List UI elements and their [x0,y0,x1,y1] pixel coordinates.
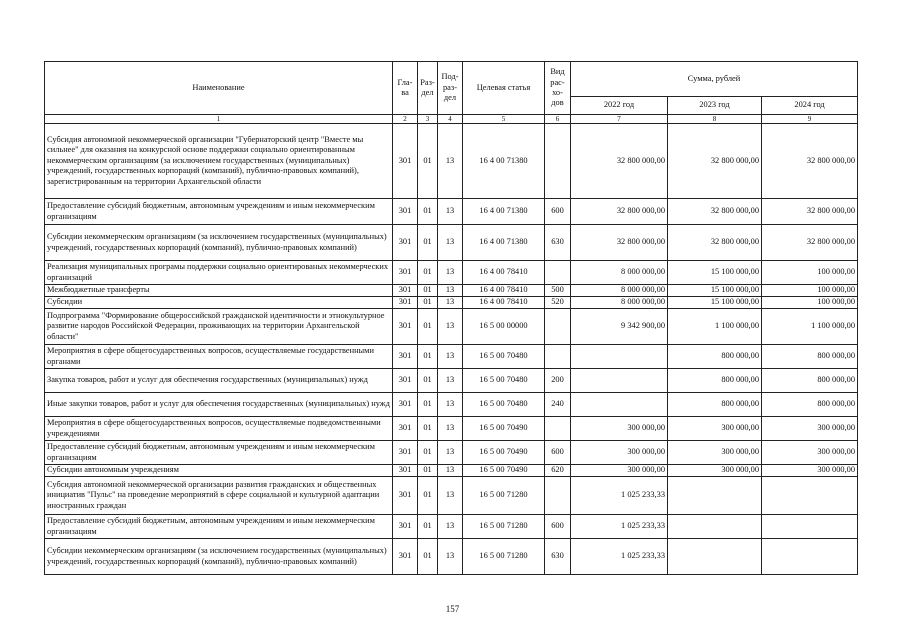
row-vid: 600 [545,199,571,225]
row-sum-2023: 300 000,00 [668,441,762,465]
column-number: 3 [418,115,438,124]
row-vid: 630 [545,539,571,575]
row-target: 16 4 00 71380 [463,225,545,261]
table-row [45,477,858,515]
header-name: Наименование [45,62,393,115]
row-glava: 301 [393,393,418,417]
row-glava: 301 [393,369,418,393]
row-vid: 600 [545,515,571,539]
row-vid: 500 [545,285,571,297]
row-sum-2023: 800 000,00 [668,393,762,417]
row-sum-2023: 15 100 000,00 [668,285,762,297]
row-name: Иные закупки товаров, работ и услуг для обеспечения государственных (муниципальных) нужд [45,393,393,417]
row-sum-2022: 32 800 000,00 [571,225,668,261]
header-podrazdel: Под-раз-дел [438,62,463,115]
table-row [45,345,858,369]
row-glava: 301 [393,285,418,297]
row-sum-2022: 300 000,00 [571,441,668,465]
row-podrazdel: 13 [438,285,463,297]
row-glava: 301 [393,225,418,261]
row-sum-2022: 1 025 233,33 [571,539,668,575]
row-sum-2023: 32 800 000,00 [668,124,762,199]
row-vid [545,309,571,345]
row-sum-2023 [668,515,762,539]
row-podrazdel: 13 [438,345,463,369]
row-vid: 200 [545,369,571,393]
row-razdel: 01 [418,309,438,345]
row-target: 16 4 00 78410 [463,261,545,285]
header-sum: Сумма, рублей [571,62,858,97]
row-sum-2024: 300 000,00 [762,441,858,465]
row-podrazdel: 13 [438,515,463,539]
column-number: 4 [438,115,463,124]
row-sum-2024: 800 000,00 [762,345,858,369]
header-year-2: 2023 год [668,97,762,115]
table-row [45,465,858,477]
row-razdel: 01 [418,124,438,199]
row-vid: 620 [545,465,571,477]
row-sum-2022: 1 025 233,33 [571,515,668,539]
header-glava: Гла-ва [393,62,418,115]
table-row [45,515,858,539]
row-podrazdel: 13 [438,309,463,345]
row-sum-2022 [571,369,668,393]
table-row [45,199,858,225]
row-sum-2022: 8 000 000,00 [571,261,668,285]
row-sum-2023: 15 100 000,00 [668,261,762,285]
row-sum-2022: 300 000,00 [571,417,668,441]
row-sum-2024: 100 000,00 [762,297,858,309]
row-sum-2022: 1 025 233,33 [571,477,668,515]
row-target: 16 5 00 70490 [463,441,545,465]
row-sum-2022: 9 342 900,00 [571,309,668,345]
header-row [45,62,858,97]
row-sum-2024: 300 000,00 [762,417,858,441]
column-number: 8 [668,115,762,124]
row-razdel: 01 [418,465,438,477]
row-glava: 301 [393,465,418,477]
row-name: Предоставление субсидий бюджетным, автономным учреждениям и иным некоммерческим организациям [45,441,393,465]
row-glava: 301 [393,477,418,515]
row-razdel: 01 [418,441,438,465]
row-name: Субсидии некоммерческим организациям (за исключением государственных (муниципальных) учреждений, государственных корпораций (компаний), публично-правовых компаний) [45,225,393,261]
row-sum-2023 [668,477,762,515]
row-sum-2023: 300 000,00 [668,417,762,441]
table-row [45,309,858,345]
row-vid [545,124,571,199]
budget-table [44,61,858,575]
column-number-row [45,115,858,124]
table-row [45,539,858,575]
row-name: Межбюджетные трансферты [45,285,393,297]
row-sum-2023 [668,539,762,575]
row-razdel: 01 [418,225,438,261]
row-target: 16 5 00 70480 [463,369,545,393]
row-podrazdel: 13 [438,261,463,285]
column-number: 2 [393,115,418,124]
row-vid: 600 [545,441,571,465]
row-vid: 630 [545,225,571,261]
row-podrazdel: 13 [438,477,463,515]
row-sum-2023: 15 100 000,00 [668,297,762,309]
row-razdel: 01 [418,261,438,285]
row-target: 16 5 00 71280 [463,477,545,515]
table-row [45,417,858,441]
row-target: 16 5 00 00000 [463,309,545,345]
row-podrazdel: 13 [438,393,463,417]
row-target: 16 4 00 71380 [463,124,545,199]
column-number: 7 [571,115,668,124]
row-vid [545,417,571,441]
row-sum-2024: 100 000,00 [762,261,858,285]
table-body [45,124,858,575]
row-podrazdel: 13 [438,369,463,393]
row-glava: 301 [393,539,418,575]
row-glava: 301 [393,345,418,369]
table-row [45,261,858,285]
row-sum-2022: 32 800 000,00 [571,124,668,199]
row-name: Субсидии некоммерческим организациям (за исключением государственных (муниципальных) учреждений, государственных корпораций (компаний), публично-правовых компаний) [45,539,393,575]
row-target: 16 5 00 70490 [463,417,545,441]
row-podrazdel: 13 [438,417,463,441]
row-razdel: 01 [418,369,438,393]
row-target: 16 5 00 70480 [463,345,545,369]
row-sum-2024 [762,477,858,515]
row-razdel: 01 [418,393,438,417]
row-vid [545,261,571,285]
row-name: Закупка товаров, работ и услуг для обеспечения государственных (муниципальных) нужд [45,369,393,393]
header-year-1: 2022 год [571,97,668,115]
column-number: 1 [45,115,393,124]
row-podrazdel: 13 [438,297,463,309]
row-sum-2022: 8 000 000,00 [571,285,668,297]
table-row [45,285,858,297]
row-target: 16 4 00 78410 [463,297,545,309]
row-podrazdel: 13 [438,465,463,477]
row-sum-2022 [571,345,668,369]
row-sum-2023: 800 000,00 [668,369,762,393]
row-sum-2023: 300 000,00 [668,465,762,477]
row-vid: 240 [545,393,571,417]
row-target: 16 5 00 70490 [463,465,545,477]
row-target: 16 4 00 78410 [463,285,545,297]
row-target: 16 5 00 71280 [463,539,545,575]
row-target: 16 4 00 71380 [463,199,545,225]
page-number: 157 [445,604,460,614]
row-razdel: 01 [418,477,438,515]
row-name: Субсидия автономной некоммерческой организации развития гражданских и общественных инициатив "Пульс" на проведение мероприятий в сфере социальной и культурной адаптации иностранных граждан [45,477,393,515]
row-sum-2022 [571,393,668,417]
row-name: Мероприятия в сфере общегосударственных вопросов, осуществляемые государственными органами [45,345,393,369]
row-razdel: 01 [418,297,438,309]
row-razdel: 01 [418,285,438,297]
row-name: Реализация муниципальных програмы поддержки социально ориентированых некоммерческих организаций [45,261,393,285]
row-razdel: 01 [418,345,438,369]
row-sum-2023: 800 000,00 [668,345,762,369]
row-razdel: 01 [418,515,438,539]
row-sum-2024 [762,515,858,539]
row-podrazdel: 13 [438,539,463,575]
column-number: 9 [762,115,858,124]
row-name: Предоставление субсидий бюджетным, автономным учреждениям и иным некоммерческим организациям [45,199,393,225]
row-razdel: 01 [418,539,438,575]
row-glava: 301 [393,441,418,465]
row-name: Подпрограмма "Формирование общероссийской гражданской идентичности и этнокультурное развитие народов Российской Федерации, проживающих на территории Архангельской области" [45,309,393,345]
row-podrazdel: 13 [438,225,463,261]
row-sum-2024: 32 800 000,00 [762,199,858,225]
row-glava: 301 [393,309,418,345]
row-razdel: 01 [418,199,438,225]
column-number: 5 [463,115,545,124]
row-name: Мероприятия в сфере общегосударственных вопросов, осуществляемые подведомственными учреждениями [45,417,393,441]
table-row [45,297,858,309]
row-podrazdel: 13 [438,441,463,465]
row-glava: 301 [393,515,418,539]
header-razdel: Раз-дел [418,62,438,115]
table-row [45,393,858,417]
row-sum-2022: 32 800 000,00 [571,199,668,225]
header-year-3: 2024 год [762,97,858,115]
row-podrazdel: 13 [438,124,463,199]
row-glava: 301 [393,417,418,441]
header-vid: Вид рас-хо-дов [545,62,571,115]
row-name: Субсидии [45,297,393,309]
row-sum-2024: 32 800 000,00 [762,225,858,261]
row-target: 16 5 00 70480 [463,393,545,417]
row-glava: 301 [393,199,418,225]
row-sum-2024: 32 800 000,00 [762,124,858,199]
row-sum-2023: 1 100 000,00 [668,309,762,345]
row-sum-2024: 800 000,00 [762,369,858,393]
row-name: Предоставление субсидий бюджетным, автономным учреждениям и иным некоммерческим организациям [45,515,393,539]
row-sum-2023: 32 800 000,00 [668,225,762,261]
row-name: Субсидии автономным учреждениям [45,465,393,477]
row-vid [545,477,571,515]
row-glava: 301 [393,124,418,199]
row-podrazdel: 13 [438,199,463,225]
row-sum-2022: 8 000 000,00 [571,297,668,309]
row-sum-2024 [762,539,858,575]
table-row [45,369,858,393]
row-razdel: 01 [418,417,438,441]
row-target: 16 5 00 71280 [463,515,545,539]
table-row [45,441,858,465]
row-vid: 520 [545,297,571,309]
column-number: 6 [545,115,571,124]
row-sum-2022: 300 000,00 [571,465,668,477]
header-target: Целевая статья [463,62,545,115]
row-sum-2023: 32 800 000,00 [668,199,762,225]
row-name: Субсидия автономной некоммерческой организации "Губернаторский центр "Вместе мы сильнее" для оказания на конкурсной основе поддержки социально ориентированным некоммерческим организациям (за исключением государственных (муниципальных) учреждений, государственных корпораций (компаний), публично-правовых компаний), зарегистрированным на территории Архангельской области [45,124,393,199]
row-sum-2024: 300 000,00 [762,465,858,477]
table-row [45,225,858,261]
row-glava: 301 [393,261,418,285]
table-row [45,124,858,199]
row-sum-2024: 800 000,00 [762,393,858,417]
row-sum-2024: 1 100 000,00 [762,309,858,345]
row-glava: 301 [393,297,418,309]
row-sum-2024: 100 000,00 [762,285,858,297]
row-vid [545,345,571,369]
